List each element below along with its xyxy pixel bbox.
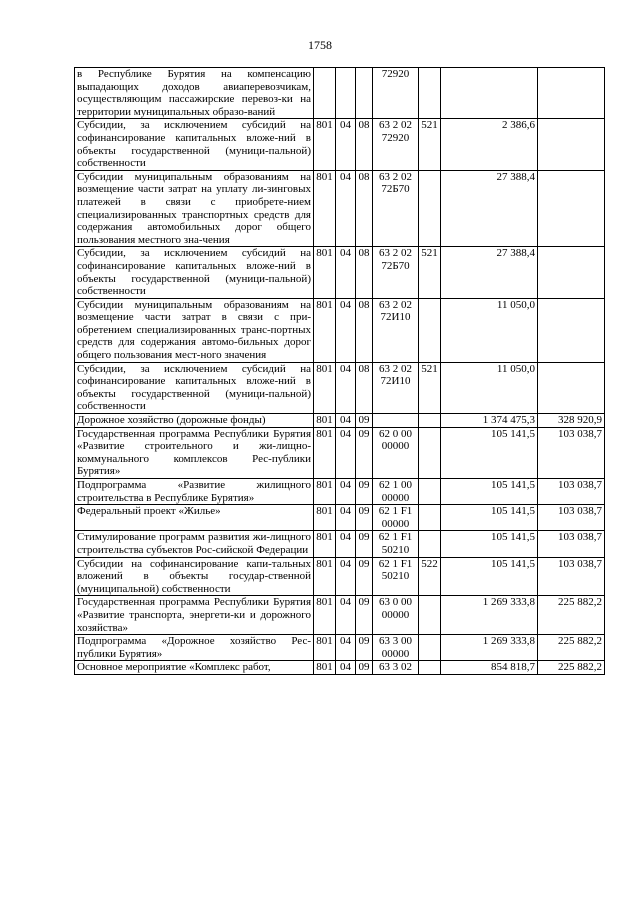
row-target-article: 62 1 00 00000 bbox=[373, 479, 419, 505]
table-row bbox=[75, 362, 605, 413]
row-section-code: 04 bbox=[336, 596, 356, 635]
table-body bbox=[75, 68, 605, 675]
row-description: Федеральный проект «Жилье» bbox=[75, 505, 314, 531]
row-section-code: 04 bbox=[336, 247, 356, 298]
row-gr-code: 801 bbox=[314, 479, 336, 505]
row-target-article: 62 1 F1 00000 bbox=[373, 505, 419, 531]
row-expense-type: 521 bbox=[419, 362, 441, 413]
row-amount-1: 854 818,7 bbox=[441, 661, 538, 675]
row-gr-code: 801 bbox=[314, 247, 336, 298]
row-gr-code: 801 bbox=[314, 635, 336, 661]
row-description: Подпрограмма «Развитие жилищного строительства в Республике Бурятия» bbox=[75, 479, 314, 505]
table-row bbox=[75, 427, 605, 478]
row-subsection-code: 08 bbox=[356, 362, 373, 413]
row-target-article: 62 1 F1 50210 bbox=[373, 557, 419, 596]
row-section-code: 04 bbox=[336, 298, 356, 362]
row-gr-code: 801 bbox=[314, 531, 336, 557]
row-amount-1: 1 269 333,8 bbox=[441, 635, 538, 661]
row-description: Субсидии муниципальным образованиям на возмещение части затрат на уплату ли-зинговых платежей в связи с приобрете-нием специализированных транспортных средств для содержания автомобильных дорог общего пользования местного зна-чения bbox=[75, 170, 314, 247]
row-expense-type bbox=[419, 479, 441, 505]
row-section-code bbox=[336, 68, 356, 119]
row-description: Государственная программа Республики Бурятия «Развитие строительного и жи-лищно-коммунального комплексов Рес-публики Бурятия» bbox=[75, 427, 314, 478]
row-amount-1: 27 388,4 bbox=[441, 170, 538, 247]
row-section-code: 04 bbox=[336, 170, 356, 247]
table-row bbox=[75, 661, 605, 675]
row-section-code: 04 bbox=[336, 119, 356, 170]
row-target-article: 63 3 00 00000 bbox=[373, 635, 419, 661]
row-gr-code: 801 bbox=[314, 661, 336, 675]
row-amount-2 bbox=[538, 170, 605, 247]
row-subsection-code bbox=[356, 68, 373, 119]
row-section-code: 04 bbox=[336, 414, 356, 428]
row-target-article bbox=[373, 414, 419, 428]
table-row bbox=[75, 414, 605, 428]
row-expense-type bbox=[419, 505, 441, 531]
row-amount-2 bbox=[538, 68, 605, 119]
row-amount-1 bbox=[441, 68, 538, 119]
row-description: Государственная программа Республики Бурятия «Развитие транспорта, энергети-ки и дорожного хозяйства» bbox=[75, 596, 314, 635]
row-subsection-code: 08 bbox=[356, 247, 373, 298]
table-row bbox=[75, 635, 605, 661]
row-amount-2 bbox=[538, 247, 605, 298]
row-subsection-code: 09 bbox=[356, 557, 373, 596]
row-target-article: 63 2 02 72Б70 bbox=[373, 170, 419, 247]
row-description: Подпрограмма «Дорожное хозяйство Рес-публики Бурятия» bbox=[75, 635, 314, 661]
row-section-code: 04 bbox=[336, 362, 356, 413]
row-target-article: 63 2 02 72И10 bbox=[373, 298, 419, 362]
row-amount-2: 225 882,2 bbox=[538, 661, 605, 675]
row-description: Субсидии, за исключением субсидий на софинансирование капитальных вложе-ний в объекты государственной (муници-пальной) собственности bbox=[75, 247, 314, 298]
table-row bbox=[75, 505, 605, 531]
row-expense-type bbox=[419, 170, 441, 247]
row-gr-code: 801 bbox=[314, 505, 336, 531]
row-amount-2: 103 038,7 bbox=[538, 479, 605, 505]
table-row bbox=[75, 119, 605, 170]
row-expense-type bbox=[419, 531, 441, 557]
row-gr-code: 801 bbox=[314, 414, 336, 428]
row-amount-1: 2 386,6 bbox=[441, 119, 538, 170]
row-amount-1: 11 050,0 bbox=[441, 362, 538, 413]
row-description: Субсидии, за исключением субсидий на софинансирование капитальных вложе-ний в объекты государственной (муници-пальной) собственности bbox=[75, 362, 314, 413]
row-expense-type: 521 bbox=[419, 247, 441, 298]
row-subsection-code: 09 bbox=[356, 479, 373, 505]
row-amount-2 bbox=[538, 298, 605, 362]
row-section-code: 04 bbox=[336, 635, 356, 661]
row-gr-code: 801 bbox=[314, 596, 336, 635]
row-subsection-code: 08 bbox=[356, 298, 373, 362]
row-expense-type bbox=[419, 68, 441, 119]
row-subsection-code: 08 bbox=[356, 170, 373, 247]
row-expense-type bbox=[419, 635, 441, 661]
row-gr-code: 801 bbox=[314, 119, 336, 170]
row-target-article: 62 1 F1 50210 bbox=[373, 531, 419, 557]
row-amount-2: 225 882,2 bbox=[538, 635, 605, 661]
row-description: Дорожное хозяйство (дорожные фонды) bbox=[75, 414, 314, 428]
row-subsection-code: 09 bbox=[356, 635, 373, 661]
table-row bbox=[75, 170, 605, 247]
row-section-code: 04 bbox=[336, 505, 356, 531]
row-subsection-code: 09 bbox=[356, 414, 373, 428]
row-amount-2: 103 038,7 bbox=[538, 531, 605, 557]
row-expense-type bbox=[419, 414, 441, 428]
table-row bbox=[75, 68, 605, 119]
row-section-code: 04 bbox=[336, 531, 356, 557]
row-expense-type bbox=[419, 596, 441, 635]
row-section-code: 04 bbox=[336, 427, 356, 478]
row-amount-2: 328 920,9 bbox=[538, 414, 605, 428]
row-subsection-code: 09 bbox=[356, 427, 373, 478]
row-expense-type: 522 bbox=[419, 557, 441, 596]
row-amount-1: 27 388,4 bbox=[441, 247, 538, 298]
table-row bbox=[75, 479, 605, 505]
row-section-code: 04 bbox=[336, 661, 356, 675]
row-subsection-code: 09 bbox=[356, 661, 373, 675]
row-subsection-code: 09 bbox=[356, 505, 373, 531]
page-number: 1758 bbox=[308, 38, 332, 52]
row-expense-type bbox=[419, 661, 441, 675]
row-target-article: 63 2 02 72920 bbox=[373, 119, 419, 170]
table-row bbox=[75, 557, 605, 596]
row-amount-1: 11 050,0 bbox=[441, 298, 538, 362]
row-description: Субсидии на софинансирование капи-тальных вложений в объекты государ-ственной (муниципальной) собственности bbox=[75, 557, 314, 596]
row-gr-code bbox=[314, 68, 336, 119]
row-amount-1: 105 141,5 bbox=[441, 531, 538, 557]
row-amount-1: 105 141,5 bbox=[441, 557, 538, 596]
row-gr-code: 801 bbox=[314, 427, 336, 478]
row-amount-2: 225 882,2 bbox=[538, 596, 605, 635]
row-description: Стимулирование программ развития жи-лищного строительства субъектов Рос-сийской Федерации bbox=[75, 531, 314, 557]
table-row bbox=[75, 247, 605, 298]
row-amount-1: 105 141,5 bbox=[441, 479, 538, 505]
row-amount-2: 103 038,7 bbox=[538, 427, 605, 478]
row-description: в Республике Бурятия на компенсацию выпадающих доходов авиаперевозчикам, осуществляющим пассажирские перевоз-ки на территории муниципальных образо-ваний bbox=[75, 68, 314, 119]
table-row bbox=[75, 596, 605, 635]
row-gr-code: 801 bbox=[314, 557, 336, 596]
row-target-article: 72920 bbox=[373, 68, 419, 119]
row-subsection-code: 09 bbox=[356, 531, 373, 557]
row-target-article: 63 3 02 bbox=[373, 661, 419, 675]
row-expense-type: 521 bbox=[419, 119, 441, 170]
row-section-code: 04 bbox=[336, 479, 356, 505]
row-description: Основное мероприятие «Комплекс работ, bbox=[75, 661, 314, 675]
row-expense-type bbox=[419, 298, 441, 362]
row-amount-2 bbox=[538, 362, 605, 413]
budget-table bbox=[74, 67, 605, 675]
row-section-code: 04 bbox=[336, 557, 356, 596]
row-description: Субсидии, за исключением субсидий на софинансирование капитальных вложе-ний в объекты государственной (муници-пальной) собственности bbox=[75, 119, 314, 170]
row-target-article: 62 0 00 00000 bbox=[373, 427, 419, 478]
table-row bbox=[75, 298, 605, 362]
row-gr-code: 801 bbox=[314, 362, 336, 413]
table-row bbox=[75, 531, 605, 557]
row-description: Субсидии муниципальным образованиям на возмещение части затрат в связи с при-обретением специализированных транс-портных средств для содержания автомо-бильных дорог общего пользования мест-ного значения bbox=[75, 298, 314, 362]
row-expense-type bbox=[419, 427, 441, 478]
row-gr-code: 801 bbox=[314, 298, 336, 362]
row-amount-2: 103 038,7 bbox=[538, 505, 605, 531]
row-target-article: 63 0 00 00000 bbox=[373, 596, 419, 635]
row-amount-2 bbox=[538, 119, 605, 170]
row-amount-1: 105 141,5 bbox=[441, 427, 538, 478]
row-subsection-code: 09 bbox=[356, 596, 373, 635]
row-amount-1: 1 374 475,3 bbox=[441, 414, 538, 428]
row-target-article: 63 2 02 72Б70 bbox=[373, 247, 419, 298]
row-amount-1: 105 141,5 bbox=[441, 505, 538, 531]
row-amount-1: 1 269 333,8 bbox=[441, 596, 538, 635]
row-subsection-code: 08 bbox=[356, 119, 373, 170]
row-target-article: 63 2 02 72И10 bbox=[373, 362, 419, 413]
row-amount-2: 103 038,7 bbox=[538, 557, 605, 596]
row-gr-code: 801 bbox=[314, 170, 336, 247]
